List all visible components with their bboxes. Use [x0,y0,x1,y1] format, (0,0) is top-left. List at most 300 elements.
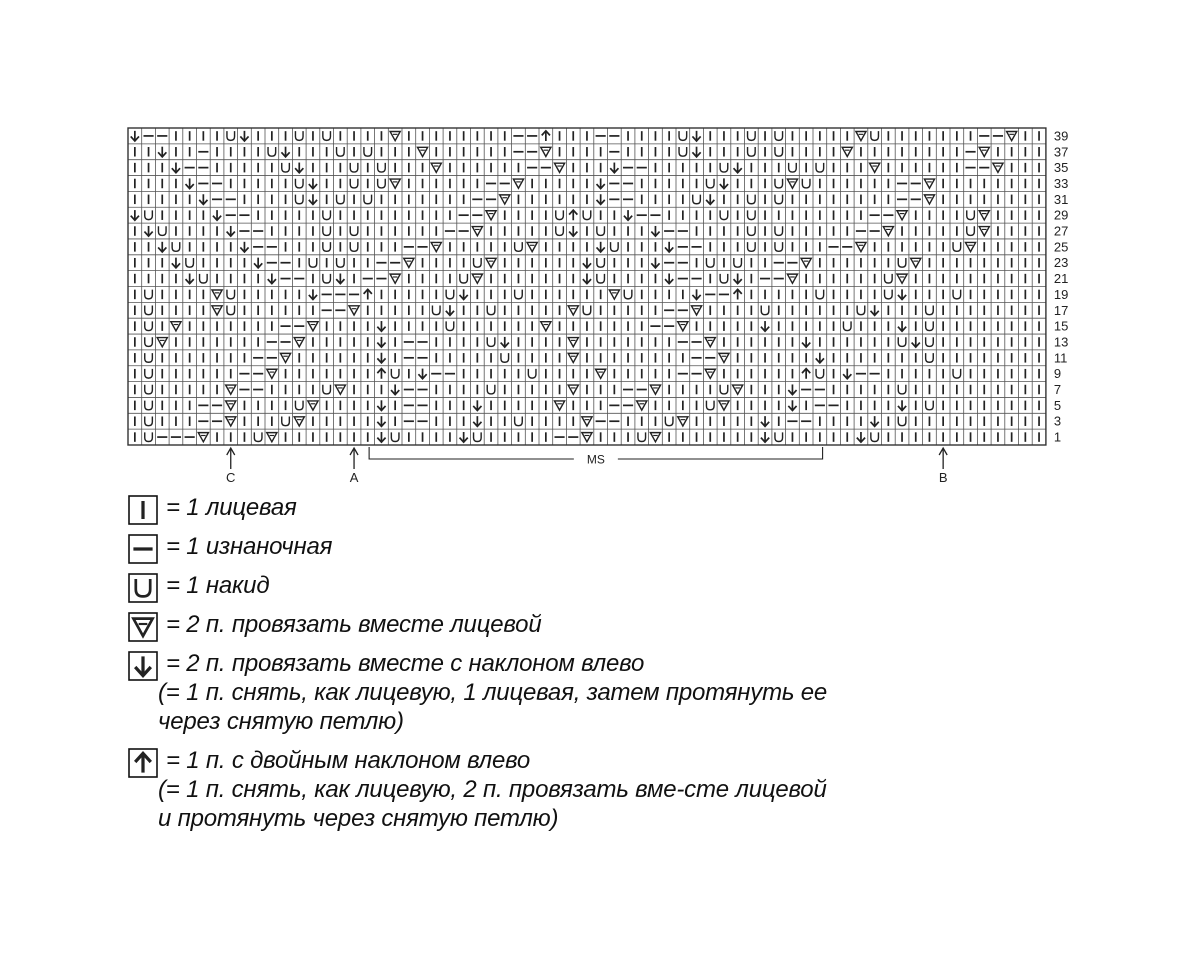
k2tog-stitch [513,179,523,188]
ssk-stitch [473,400,481,410]
yarn-over-stitch [350,242,358,251]
yarn-over-stitch [748,147,756,156]
yarn-over-stitch [145,337,153,346]
chart-row [135,369,1039,379]
yarn-over-stitch [802,179,810,188]
yarn-over-stitch [775,242,783,251]
yarn-over-stitch [227,306,235,315]
yarn-over-stitch [446,290,454,299]
yarn-over-stitch [323,242,331,251]
ssk-stitch [597,178,605,188]
yarn-over-stitch [295,179,303,188]
marker-a [350,448,359,485]
row-number: 3 [1053,413,1062,429]
row-number: 7 [1053,382,1062,398]
row-number: 1 [1053,429,1062,445]
chart-row [135,163,1039,173]
yarn-over-stitch [967,226,975,235]
k2tog-stitch [691,306,701,315]
ssk-stitch [377,321,385,331]
ssk-stitch [569,226,577,236]
legend-text-ssk: = 2 п. провязать вместе с наклоном влево [166,650,645,677]
k2tog-stitch [787,179,797,188]
k2tog-stitch [486,211,496,220]
ssk-stitch [734,163,742,173]
ssk-stitch [843,369,851,379]
k2tog-stitch [979,211,989,220]
yarn-over-stitch [323,385,331,394]
yarn-over-stitch [145,290,153,299]
k2tog-stitch [924,179,934,188]
k2tog-stitch [705,338,715,347]
yarn-over-stitch [501,353,509,362]
double-left-stitch [377,369,385,379]
chart-row [135,305,1039,315]
ssk-stitch [583,274,591,284]
ssk-stitch [336,274,344,284]
yarn-over-stitch [474,432,482,441]
k2tog-stitch [404,258,414,267]
row-number: 17 [1053,302,1069,318]
yarn-over-stitch [323,226,331,235]
ssk-stitch [377,416,385,426]
yarn-over-stitch [583,306,591,315]
row-number: 21 [1053,271,1069,287]
yarn-over-stitch [953,242,961,251]
yarn-over-stitch [816,290,824,299]
k2tog-stitch [308,401,318,410]
yarn-over-stitch [145,401,153,410]
k2tog-stitch [733,385,743,394]
yarn-over-stitch [816,369,824,378]
yarn-over-stitch [295,195,303,204]
yarn-over-stitch [446,321,454,330]
chart-grid [128,128,1046,445]
yarn-over-stitch [487,337,495,346]
chart-row [135,400,1039,410]
ssk-stitch [240,131,248,141]
k2tog-stitch [596,369,606,378]
k2tog-stitch [472,227,482,236]
k2tog-stitch [870,163,880,172]
yarn-over-stitch [885,274,893,283]
yarn-over-stitch [158,226,166,235]
yarn-over-stitch [953,290,961,299]
chart-row [135,178,1039,188]
yarn-over-stitch [337,258,345,267]
legend-item-ssk [128,649,828,736]
yarn-over-stitch [775,147,783,156]
row-number: 39 [1053,128,1069,144]
legend-note-double-left: (= 1 п. снять, как лицевую, 2 п. провязать вме-сте лицевой и протянуть через снятую петлю) [158,776,827,832]
yarn-over-stitch [474,258,482,267]
k2tog-stitch [335,385,345,394]
marker-ms [369,447,822,467]
ssk-stitch [131,210,139,220]
k2tog-stitch [500,195,510,204]
marker-b [939,448,948,485]
ssk-stitch [597,242,605,252]
k2tog-stitch [568,353,578,362]
ssk-stitch [309,194,317,204]
yarn-over-stitch [748,242,756,251]
ssk-stitch [624,210,632,220]
yarn-over-stitch [871,432,879,441]
repeat-markers [226,447,947,485]
marker-ms-label: MS [586,452,605,467]
yarn-over-stitch [391,369,399,378]
ssk-stitch [816,353,824,363]
legend-text-purl: = 1 изнаночная [166,533,333,560]
yarn-over-stitch [706,179,714,188]
ssk-stitch [912,337,920,347]
ssk-stitch [186,178,194,188]
yarn-over-stitch [282,163,290,172]
ssk-stitch [761,321,769,331]
ssk-stitch [788,400,796,410]
ssk-stitch [871,416,879,426]
k2tog-stitch [541,147,551,156]
yarn-over-stitch [953,369,961,378]
yarn-over-stitch [364,147,372,156]
ssk-stitch [734,274,742,284]
ssk-stitch [309,178,317,188]
ssk-stitch [309,289,317,299]
ssk-stitch [761,416,769,426]
ssk-stitch [144,226,152,236]
k2tog-stitch [582,433,592,442]
ssk-stitch [446,305,454,315]
yarn-over-stitch [145,353,153,362]
legend-item-double-left [128,746,828,833]
ssk-stitch [898,321,906,331]
yarn-over-stitch [556,226,564,235]
ssk-stitch [583,258,591,268]
k2tog-stitch [294,417,304,426]
k2tog-stitch [897,274,907,283]
chart-row [135,384,1039,394]
k2tog-stitch [226,417,236,426]
ssk-stitch [377,432,385,442]
yarn-over-stitch [706,401,714,410]
row-number: 25 [1053,239,1069,255]
yarn-over-stitch [720,163,728,172]
yarn-over-stitch [775,432,783,441]
yarn-over-stitch [583,210,591,219]
k2tog-stitch [568,385,578,394]
yarn-over-stitch [967,210,975,219]
row-number: 9 [1053,366,1062,382]
k2tog-stitch [554,163,564,172]
k2tog-stitch [979,147,989,156]
ssk-stitch [158,147,166,157]
row-number: 19 [1053,286,1069,302]
k2tog-stitch [801,258,811,267]
marker-b-label: B [938,470,948,485]
chart-row [135,432,1039,442]
yarn-over-stitch [926,353,934,362]
yarn-over-stitch [254,432,262,441]
chart-row [135,274,1039,284]
yarn-over-stitch [172,242,180,251]
yarn-over-stitch [515,242,523,251]
row-number: 33 [1053,175,1069,191]
yarn-over-stitch [748,195,756,204]
k2tog-stitch [883,227,893,236]
yarn-over-stitch [323,274,331,283]
yarn-over-stitch [898,337,906,346]
yarn-over-stitch [432,306,440,315]
yarn-over-stitch [515,290,523,299]
yarn-over-stitch [775,131,783,140]
row-number: 23 [1053,255,1069,271]
purl-symbol-icon [128,534,158,564]
k2tog-stitch [842,147,852,156]
chart-row [135,337,1039,347]
yarn-over-stitch [775,226,783,235]
yarn-over-stitch [706,258,714,267]
yarn-over-stitch [337,195,345,204]
k2tog-stitch [911,258,921,267]
yarn-over-stitch [679,131,687,140]
ssk-stitch [651,226,659,236]
ssk-stitch [692,147,700,157]
chart-row [135,194,1039,204]
ssk-symbol-icon [128,651,158,681]
k2tog-stitch [308,322,318,331]
yarn-over-stitch [898,385,906,394]
row-number: 5 [1053,397,1062,413]
k2tog-stitch [280,353,290,362]
k2tog-stitch [609,290,619,299]
ssk-stitch [418,369,426,379]
ssk-stitch [501,337,509,347]
ssk-stitch [295,163,303,173]
yarn-over-stitch [295,401,303,410]
yarn-over-stitch [227,131,235,140]
yarn-over-stitch [487,306,495,315]
chart-row [135,416,1039,426]
k2tog-stitch [719,353,729,362]
k2tog-stitch [924,195,934,204]
k2tog-stitch [705,369,715,378]
chart-row [135,258,1039,268]
ssk-stitch [240,242,248,252]
ssk-stitch [254,258,262,268]
yarn-over-stitch [761,306,769,315]
ssk-stitch [281,147,289,157]
k2tog-stitch [554,401,564,410]
k2tog-stitch [650,385,660,394]
yarn-over-stitch [487,385,495,394]
ssk-stitch [377,337,385,347]
yarn-over-stitch [350,226,358,235]
yarn-over-stitch [145,432,153,441]
yarn-over-stitch [515,416,523,425]
yarn-over-stitch [816,163,824,172]
yarn-over-stitch [323,210,331,219]
yarn-over-stitch [871,131,879,140]
ssk-stitch [158,242,166,252]
ssk-stitch [597,194,605,204]
k2tog-stitch [637,401,647,410]
k2tog-stitch [472,274,482,283]
yarn-over-stitch [748,131,756,140]
yarn-over-stitch [391,432,399,441]
chart-legend [128,493,828,843]
chart-row [131,131,1039,141]
yarn-over-stitch [898,416,906,425]
yarn-over-stitch [926,337,934,346]
ssk-stitch [186,274,194,284]
grid-lines [128,128,1046,445]
yarn-over-stitch [145,321,153,330]
k2tog-stitch [856,131,866,140]
yarn-over-stitch [775,179,783,188]
k2tog-stitch [678,417,688,426]
k2tog-stitch [198,433,208,442]
knit-symbol-icon [128,495,158,525]
ssk-stitch [172,258,180,268]
k2tog-stitch [390,179,400,188]
ssk-stitch [131,131,139,141]
yarn-over-stitch [748,226,756,235]
legend-text-k2tog: = 2 п. провязать вместе лицевой [166,611,542,638]
yarn-over-stitch [268,147,276,156]
ssk-stitch [692,289,700,299]
row-number: 29 [1053,207,1069,223]
ssk-stitch [720,178,728,188]
row-number: 27 [1053,223,1069,239]
yarn-over-stitch [748,210,756,219]
ssk-stitch [651,258,659,268]
k2tog-stitch [212,306,222,315]
ssk-stitch [460,289,468,299]
double-left-stitch [734,289,742,299]
yarn-over-stitch [460,274,468,283]
ssk-stitch [268,274,276,284]
yarn-over-stitch [898,258,906,267]
ssk-stitch [377,353,385,363]
ssk-stitch [460,432,468,442]
ssk-stitch [692,131,700,141]
k2tog-stitch [897,211,907,220]
legend-text-double-left: = 1 п. с двойным наклоном влево [166,747,531,774]
ssk-stitch [802,337,810,347]
k2tog-stitch [349,306,359,315]
ssk-stitch [665,242,673,252]
ssk-stitch [391,384,399,394]
yarn-over-stitch [227,290,235,299]
k2tog-stitch [157,338,167,347]
ssk-stitch [871,305,879,315]
row-number: 11 [1053,350,1068,366]
k2tog-stitch [226,385,236,394]
yarn-over-stitch [720,210,728,219]
yarn-over-stitch [200,274,208,283]
yarn-over-symbol-icon [128,573,158,603]
row-number: 35 [1053,160,1069,176]
yarn-over-stitch [145,210,153,219]
k2tog-stitch [678,322,688,331]
k2tog-stitch [294,338,304,347]
k2tog-stitch [965,242,975,251]
chart-row [135,226,1039,236]
yarn-over-stitch [323,131,331,140]
legend-item-knit [128,493,828,522]
yarn-over-stitch [556,210,564,219]
k2tog-stitch [856,242,866,251]
legend-item-purl [128,532,828,561]
yarn-over-stitch [665,416,673,425]
row-number-labels [1054,128,1068,444]
yarn-over-stitch [378,179,386,188]
yarn-over-stitch [611,242,619,251]
marker-c [226,448,235,485]
yarn-over-stitch [789,163,797,172]
chart-row [135,289,1039,299]
k2tog-stitch [212,290,222,299]
k2tog-stitch [568,338,578,347]
k2tog-stitch [1007,131,1017,140]
k2tog-stitch [568,306,578,315]
k2tog-stitch [267,369,277,378]
yarn-over-stitch [734,258,742,267]
legend-text-yarn-over: = 1 накид [166,572,270,599]
yarn-over-stitch [720,385,728,394]
yarn-over-stitch [145,385,153,394]
double-left-stitch [802,369,810,379]
double-left-stitch [364,289,372,299]
yarn-over-stitch [885,290,893,299]
yarn-over-stitch [145,416,153,425]
yarn-over-stitch [145,369,153,378]
legend-text-knit: = 1 лицевая [166,494,297,521]
yarn-over-stitch [926,306,934,315]
legend-note-ssk: (= 1 п. снять, как лицевую, 1 лицевая, затем протянуть ее через снятую петлю) [158,679,828,735]
k2tog-stitch [390,131,400,140]
yarn-over-stitch [145,306,153,315]
k2tog-stitch [527,242,537,251]
ssk-stitch [761,432,769,442]
yarn-over-stitch [926,401,934,410]
yarn-over-stitch [309,258,317,267]
ssk-stitch [706,194,714,204]
ssk-stitch [473,416,481,426]
yarn-over-stitch [843,321,851,330]
yarn-over-stitch [378,163,386,172]
yarn-over-stitch [638,432,646,441]
yarn-over-stitch [597,258,605,267]
ssk-stitch [857,432,865,442]
k2tog-stitch [719,401,729,410]
double-left-stitch [569,210,577,220]
ssk-stitch [898,289,906,299]
yarn-over-stitch [926,321,934,330]
legend-item-k2tog [128,610,828,639]
row-number: 13 [1053,334,1069,350]
yarn-over-stitch [364,195,372,204]
yarn-over-stitch [693,195,701,204]
yarn-over-stitch [350,163,358,172]
yarn-over-stitch [350,179,358,188]
double-left-stitch [542,131,550,141]
marker-a-label: A [349,470,359,485]
yarn-over-stitch [295,131,303,140]
k2tog-stitch [541,322,551,331]
k2tog-stitch [171,322,181,331]
yarn-over-stitch [624,290,632,299]
